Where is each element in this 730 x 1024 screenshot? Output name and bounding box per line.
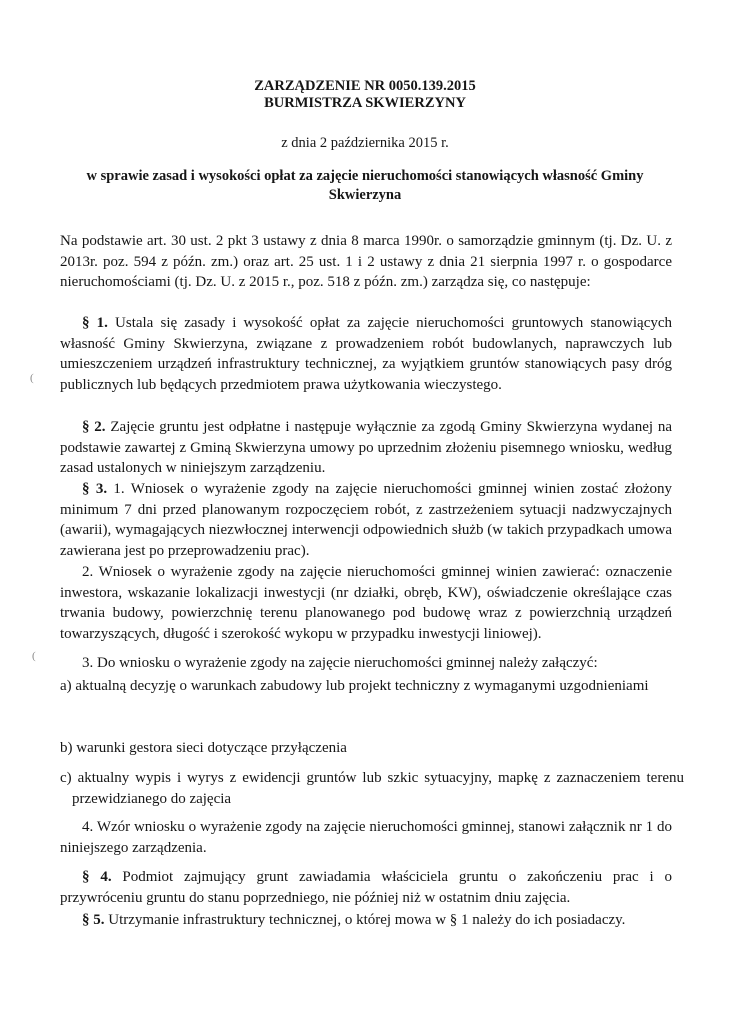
list-item-a: a) aktualną decyzję o warunkach zabudowy lub projekt techniczny z wymaganymi uzgodnieniami bbox=[60, 678, 649, 694]
section-4-mark: § 4. bbox=[82, 869, 112, 885]
document-date: z dnia 2 października 2015 r. bbox=[281, 135, 449, 151]
section-3-mark: § 3. bbox=[82, 481, 108, 497]
section-5-text: Utrzymanie infrastruktury technicznej, o której mowa w § 1 należy do ich posiadaczy. bbox=[104, 912, 626, 928]
section-1-mark: § 1. bbox=[82, 315, 108, 331]
section-1 bbox=[60, 313, 672, 395]
section-2 bbox=[60, 417, 672, 479]
section-4-text: Podmiot zajmujący grunt zawiadamia właściciela gruntu o zakończeniu prac i o przywróceniu gruntu do stanu poprzedniego, nie później niż w ostatnim dniu zajęcia. bbox=[60, 869, 672, 906]
header-title: ZARZĄDZENIE NR 0050.139.2015 bbox=[254, 78, 476, 94]
scan-margin-mark: ( bbox=[30, 372, 34, 384]
list-item-b: b) warunki gestora sieci dotyczące przyłączenia bbox=[60, 740, 347, 756]
section-5 bbox=[60, 910, 672, 931]
section-4 bbox=[60, 867, 672, 908]
header-issuer: BURMISTRZA SKWIERZYNY bbox=[264, 95, 466, 111]
section-3-point-1-text: 1. Wniosek o wyrażenie zgody na zajęcie nieruchomości gminnej winien zostać złożony minimum 7 dni przed planowanym rozpoczęciem robót, z zastrzeżeniem sytuacji nadzwyczajnych (awarii), wymagających niezwłocznej interwencji odpowiednich służb (w takich przypadkach umowa zawierana jest po przeprowadzeniu prac). bbox=[60, 481, 673, 559]
scan-margin-mark: ( bbox=[32, 650, 36, 662]
document-header bbox=[0, 78, 730, 112]
section-1-text: Ustala się zasady i wysokość opłat za zajęcie nieruchomości gruntowych stanowiących własność Gminy Skwierzyna, związane z prowadzeniem robót budowlanych, naprawczych lub umieszczeniem urządzeń infrastruktury technicznej, za wyjątkiem gruntów stanowiących pasy dróg publicznych lub będących przedmiotem prawa użytkowania wieczystego. bbox=[60, 315, 673, 393]
section-2-mark: § 2. bbox=[82, 419, 106, 435]
section-3-point-2: 2. Wniosek o wyrażenie zgody na zajęcie nieruchomości gminnej winien zawierać: oznaczenie inwestora, wskazanie lokalizacji inwestycji (nr działki, obręb, KW), oświadczenie określające czas trwania budowy, powierzchnię terenu planowanego pod budowę wraz z powierzchnią urządzeń towarzyszących, długość i szerokość wykopu w przypadku inwestycji liniowej). bbox=[60, 564, 672, 642]
section-3-point-3: 3. Do wniosku o wyrażenie zgody na zajęcie nieruchomości gminnej należy załączyć: bbox=[82, 655, 598, 671]
list-item-c: c) aktualny wypis i wyrys z ewidencji gruntów lub szkic sytuacyjny, mapkę z zaznaczeniem terenu przewidzianego do zajęcia bbox=[60, 770, 684, 807]
section-3-point-1 bbox=[60, 479, 672, 561]
document-subject: w sprawie zasad i wysokości opłat za zajęcie nieruchomości stanowiących własność Gminy Skwierzyna bbox=[86, 168, 644, 203]
section-2-text: Zajęcie gruntu jest odpłatne i następuje wyłącznie za zgodą Gminy Skwierzyna wydanej na podstawie zawartej z Gminą Skwierzyna umowy po uprzednim złożeniu pisemnego wniosku, według zasad ustalonych w niniejszym zarządzeniu. bbox=[60, 419, 673, 476]
section-3-point-4: 4. Wzór wniosku o wyrażenie zgody na zajęcie nieruchomości gminnej, stanowi załącznik nr 1 do niniejszego zarządzenia. bbox=[60, 819, 672, 856]
section-5-mark: § 5. bbox=[82, 912, 105, 928]
preamble: Na podstawie art. 30 ust. 2 pkt 3 ustawy z dnia 8 marca 1990r. o samorządzie gminnym (tj. Dz. U. z 2013r. poz. 594 z późn. zm.) oraz art. 25 ust. 1 i 2 ustawy z dnia 21 sierpnia 1997 r. o gospodarce nieruchomościami (tj. Dz. U. z 2015 r., poz. 518 z późn. zm.) zarządza się, co następuje: bbox=[60, 233, 672, 290]
